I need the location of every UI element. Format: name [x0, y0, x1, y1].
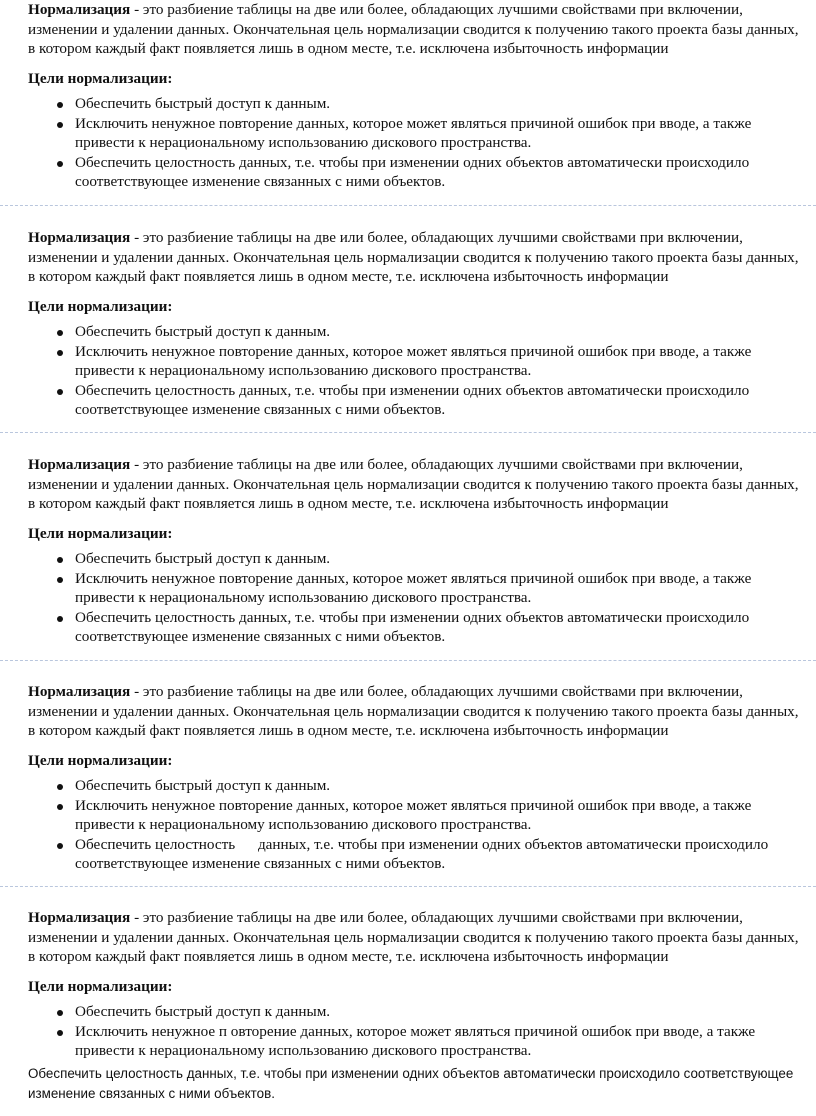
term: Нормализация: [28, 456, 131, 473]
term: Нормализация: [28, 909, 131, 926]
list-item: [28, 549, 803, 569]
term: Нормализация: [28, 229, 131, 246]
bullet-icon: [57, 122, 63, 128]
goals-list: [28, 1002, 803, 1061]
definition-text: - это разбиение таблицы на две или более, обладающих лучшими свойствами при включении, изменении и удалении данных. Окончательная цель нормализации сводится к получению такого проекта базы данных, в котором каждый факт появляется лишь в одном месте, т.е. исключена избыточность информации: [28, 909, 799, 965]
goal-text: Исключить ненужное повторение данных, которое может являться причиной ошибок при вводе, а также привести к нерациональному использованию дискового пространства.: [75, 796, 752, 833]
definition-paragraph: [28, 455, 803, 514]
list-item: [28, 322, 803, 342]
page-divider: [0, 205, 816, 206]
page-divider: [0, 886, 816, 887]
trailing-paragraph: Обеспечить целостность данных, т.е. чтобы при изменении одних объектов автоматически происходило соответствующее изменение связанных с ними объектов.: [28, 1066, 794, 1101]
definition-text: - это разбиение таблицы на две или более, обладающих лучшими свойствами при включении, изменении и удалении данных. Окончательная цель нормализации сводится к получению такого проекта базы данных, в котором каждый факт появляется лишь в одном месте, т.е. исключена избыточность информации: [28, 229, 799, 285]
goals-list: [28, 549, 803, 647]
list-item: [28, 1022, 803, 1061]
list-item: [28, 796, 803, 835]
list-item: [28, 94, 803, 114]
definition-paragraph: [28, 228, 803, 287]
normalization-block-5: [28, 908, 803, 1061]
definition-paragraph: [28, 682, 803, 741]
definition-paragraph: [28, 0, 803, 59]
definition-text: - это разбиение таблицы на две или более, обладающих лучшими свойствами при включении, изменении и удалении данных. Окончательная цель нормализации сводится к получению такого проекта базы данных, в котором каждый факт появляется лишь в одном месте, т.е. исключена избыточность информации: [28, 456, 799, 512]
list-item: [28, 114, 803, 153]
list-item: [28, 381, 803, 420]
goals-heading: Цели нормализации:: [28, 977, 173, 995]
bullet-icon: [57, 102, 63, 108]
goal-text: Обеспечить целостность данных, т.е. чтобы при изменении одних объектов автоматически происходило соответствующее изменение связанных с ними объектов.: [75, 153, 750, 190]
bullet-icon: [57, 1010, 63, 1016]
bullet-icon: [57, 350, 63, 356]
goal-text: Исключить ненужное повторение данных, которое может являться причиной ошибок при вводе, а также привести к нерациональному использованию дискового пространства.: [75, 569, 752, 606]
page-divider: [0, 660, 816, 661]
bullet-icon: [57, 616, 63, 622]
goal-text: Обеспечить целостность данных, т.е. чтобы при изменении одних объектов автоматически происходило соответствующее изменение связанных с ними объектов.: [75, 381, 750, 418]
list-item: [28, 776, 803, 796]
definition-text: - это разбиение таблицы на две или более, обладающих лучшими свойствами при включении, изменении и удалении данных. Окончательная цель нормализации сводится к получению такого проекта базы данных, в котором каждый факт появляется лишь в одном месте, т.е. исключена избыточность информации: [28, 683, 799, 739]
normalization-block-1: [28, 0, 803, 192]
list-item: [28, 569, 803, 608]
goals-heading: Цели нормализации:: [28, 751, 173, 769]
goal-text: Обеспечить быстрый доступ к данным.: [75, 550, 331, 567]
list-item: [28, 835, 803, 874]
goals-list: [28, 322, 803, 420]
goals-heading: Цели нормализации:: [28, 297, 173, 315]
bullet-icon: [57, 1030, 63, 1036]
goal-text: Обеспечить быстрый доступ к данным.: [75, 1003, 331, 1020]
goals-list: [28, 776, 803, 874]
goal-text: Обеспечить быстрый доступ к данным.: [75, 777, 331, 794]
bullet-icon: [57, 784, 63, 790]
normalization-block-2: [28, 228, 803, 420]
goals-heading: Цели нормализации:: [28, 524, 173, 542]
list-item: [28, 1002, 803, 1022]
definition-text: - это разбиение таблицы на две или более, обладающих лучшими свойствами при включении, изменении и удалении данных. Окончательная цель нормализации сводится к получению такого проекта базы данных, в котором каждый факт появляется лишь в одном месте, т.е. исключена избыточность информации: [28, 1, 799, 57]
goal-text: Обеспечить целостность данных, т.е. чтобы при изменении одних объектов автоматически происходило соответствующее изменение связанных с ними объектов.: [75, 608, 750, 645]
goal-text: Обеспечить целостность данных, т.е. чтобы при изменении одних объектов автоматически происходило соответствующее изменение связанных с ними объектов.: [75, 835, 772, 872]
page-divider: [0, 432, 816, 433]
term: Нормализация: [28, 1, 131, 18]
bullet-icon: [57, 577, 63, 583]
goal-text: Обеспечить быстрый доступ к данным.: [75, 95, 331, 112]
list-item: [28, 153, 803, 192]
definition-paragraph: [28, 908, 803, 967]
list-item: [28, 342, 803, 381]
goal-text: Обеспечить быстрый доступ к данным.: [75, 323, 331, 340]
bullet-icon: [57, 557, 63, 563]
goals-heading: Цели нормализации:: [28, 69, 173, 87]
bullet-icon: [57, 161, 63, 167]
goal-text: Исключить ненужное повторение данных, которое может являться причиной ошибок при вводе, а также привести к нерациональному использованию дискового пространства.: [75, 342, 752, 379]
term: Нормализация: [28, 683, 131, 700]
goals-list: [28, 94, 803, 192]
goal-text: Исключить ненужное п овторение данных, которое может являться причиной ошибок при вводе, а также привести к нерациональному использованию дискового пространства.: [75, 1022, 756, 1059]
normalization-block-4: [28, 682, 803, 874]
list-item: [28, 608, 803, 647]
bullet-icon: [57, 843, 63, 849]
bullet-icon: [57, 389, 63, 395]
normalization-block-3: [28, 455, 803, 647]
goal-text: Исключить ненужное повторение данных, которое может являться причиной ошибок при вводе, а также привести к нерациональному использованию дискового пространства.: [75, 114, 752, 151]
bullet-icon: [57, 330, 63, 336]
bullet-icon: [57, 804, 63, 810]
